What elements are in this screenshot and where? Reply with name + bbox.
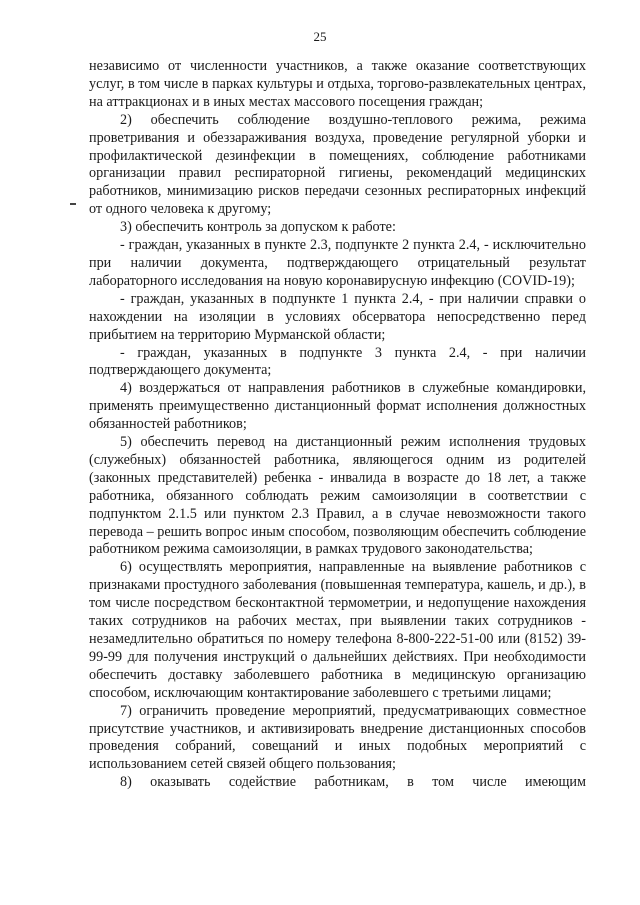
paragraph: - граждан, указанных в подпункте 3 пункта 2.4, - при наличии подтверждающего документа;: [89, 344, 586, 379]
margin-mark: [70, 203, 76, 205]
paragraph: - граждан, указанных в подпункте 1 пункта 2.4, - при наличии справки о нахождении на изоляции в условиях обсерватора непосредственно перед прибытием на территорию Мурманской области;: [89, 290, 586, 343]
page-number: 25: [313, 29, 327, 44]
paragraph: 2) обеспечить соблюдение воздушно-теплового режима, режима проветривания и обеззараживания воздуха, проведение регулярной уборки и профилактической дезинфекции в помещениях, соблюдение работниками организации правил респираторной гигиены, рекомендаций медицинских работников, минимизацию рисков передачи сезонных респираторных инфекций от одного человека к другому;: [89, 111, 586, 218]
paragraph: 3) обеспечить контроль за допуском к работе:: [120, 219, 396, 236]
paragraph: 4) воздержаться от направления работников в служебные командировки, применять преимущественно дистанционный формат исполнения должностных обязанностей работников;: [89, 380, 586, 433]
paragraph: 8) оказывать содействие работникам, в том числе имеющим: [120, 774, 586, 791]
paragraph: 6) осуществлять мероприятия, направленные на выявление работников с признаками простудного заболевания (повышенная температура, кашель, и др.), в том числе посредством бесконтактной термометрии, и недопущение нахождения таких сотрудников на рабочих местах, при выявлении таких сотрудников - незамедлительно обратиться по номеру телефона 8-800-222-51-00 или (8152) 39-99-99 для получения инструкций о дальнейших действиях. При необходимости обеспечить доставку заболевшего работника в медицинскую организацию способом, исключающим контактирование заболевшего с третьими лицами;: [89, 559, 586, 701]
paragraph: 5) обеспечить перевод на дистанционный режим исполнения трудовых (служебных) обязанностей работника, являющегося одним из родителей (законных представителей) ребенка - инвалида в возрасте до 18 лет, а также работника, обязанного соблюдать режим самоизоляции в соответствии с подпунктом 2.1.5 или пунктом 2.3 Правил, а в случае невозможности такого перевода – решить вопрос иным способом, позволяющим обеспечить соблюдение работником режима самоизоляции, в рамках трудового законодательства;: [89, 434, 586, 558]
paragraph: независимо от численности участников, а также оказание соответствующих услуг, в том числе в парках культуры и отдыха, торгово-развлекательных центрах, на аттракционах и в иных местах массового посещения граждан;: [89, 58, 586, 110]
document-body: [89, 58, 586, 792]
paragraph: - граждан, указанных в пункте 2.3, подпункте 2 пункта 2.4, - исключительно при наличии документа, подтверждающего отрицательный результат лабораторного исследования на новую коронавирусную инфекцию (COVID-19);: [89, 237, 586, 289]
paragraph: 7) ограничить проведение мероприятий, предусматривающих совместное присутствие участников, и активизировать внедрение дистанционных способов проведения собраний, совещаний и иных подобных мероприятий с использованием сетей связей общего пользования;: [89, 702, 586, 773]
